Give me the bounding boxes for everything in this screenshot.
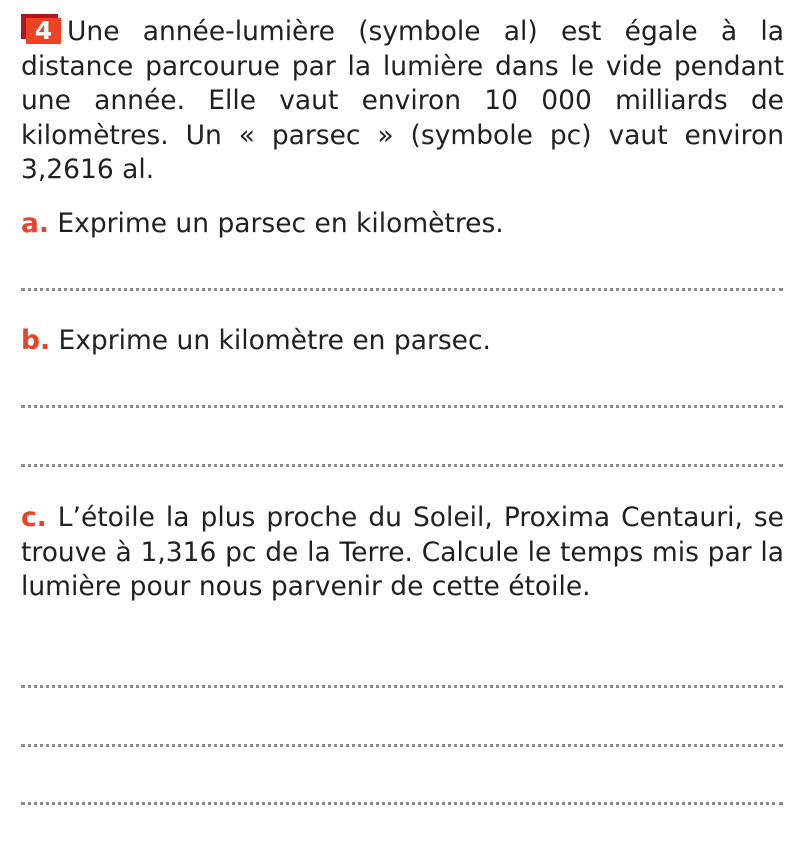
question-text: Exprime un parsec en kilomètres. (57, 208, 504, 239)
question-c (21, 501, 784, 605)
question-text: Exprime un kilomètre en parsec. (58, 325, 491, 356)
exercise-number-badge (21, 14, 61, 44)
answer-line[interactable] (21, 744, 783, 747)
answer-line[interactable] (21, 802, 783, 805)
exercise-page (21, 14, 784, 602)
question-text: L’étoile la plus proche du Soleil, Proxima Centauri, se trouve à 1,316 pc de la Terre. Calcule le temps mis par la lumière pour nous parvenir de cette étoile. (21, 502, 784, 602)
statement-text: Une année-lumière (symbole al) est égale à la distance parcourue par la lumière dans le vide pendant une année. Elle vaut environ 10 000 milliards de kilomètres. Un « parsec » (symbole pc) vaut environ 3,2616 al. (21, 16, 784, 185)
answer-line[interactable] (21, 685, 783, 688)
exercise-statement (21, 14, 784, 188)
question-letter: b. (21, 325, 51, 356)
answer-line[interactable] (21, 288, 783, 291)
question-a (21, 207, 784, 242)
answer-line[interactable] (21, 405, 783, 408)
exercise-number: 4 (26, 18, 61, 44)
question-letter: a. (21, 208, 49, 239)
question-b (21, 324, 784, 359)
question-letter: c. (21, 502, 47, 533)
answer-line[interactable] (21, 464, 783, 467)
